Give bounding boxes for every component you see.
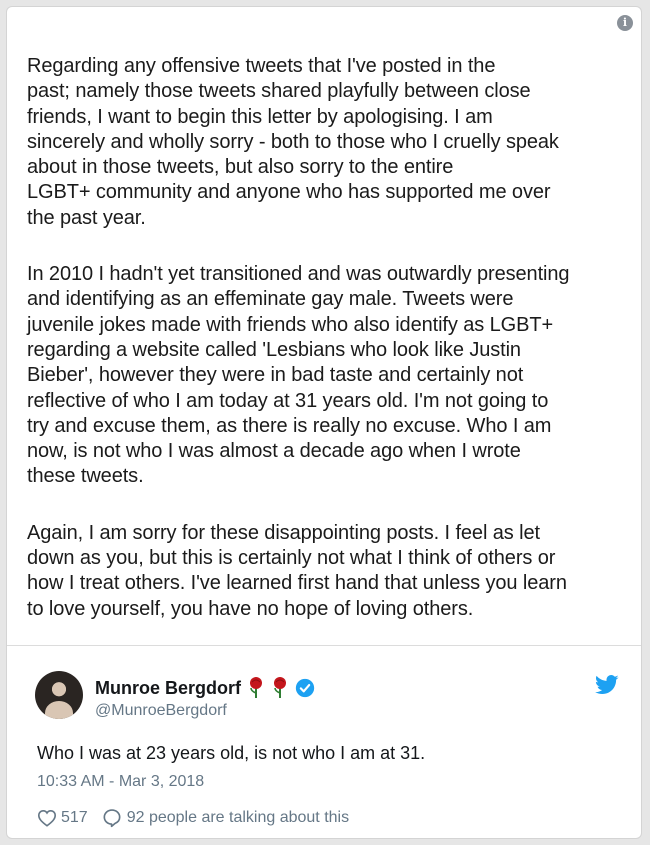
author-handle[interactable]: @MunroeBergdorf	[95, 702, 227, 719]
tweet-actions	[37, 808, 349, 828]
like-count: 517	[61, 809, 88, 826]
avatar[interactable]	[35, 671, 83, 719]
letter-paragraph-2: In 2010 I hadn't yet transitioned and was outwardly presenting and identifying as an effeminate gay male. Tweets were juvenile jokes made with friends who also identify as LGBT+ regarding a website called 'Lesbians who look like Justin Bieber', however they were in bad taste and certainly not reflective of who I am today at 31 years old. I'm not going to try and excuse them, as there is really no excuse. Who I am now, is not who I was almost a decade ago when I wrote these tweets.	[27, 263, 570, 488]
letter-paragraph-3: Again, I am sorry for these disappointing posts. I feel as let down as you, but this is certainly not what I think of others or how I treat others. I've learned first hand that unless you learn to love yourself, you have no hope of loving others.	[27, 521, 567, 620]
rose-icon	[247, 677, 265, 699]
divider	[7, 645, 641, 646]
speech-bubble-icon[interactable]	[102, 808, 122, 828]
rose-icon	[271, 677, 289, 699]
display-name[interactable]: Munroe Bergdorf	[95, 677, 241, 698]
apology-letter-image	[27, 54, 627, 653]
tweet-card	[6, 6, 642, 839]
conversation-link[interactable]: 92 people are talking about this	[126, 809, 350, 826]
letter-paragraph-1: Regarding any offensive tweets that I've posted in the past; namely those tweets shared playfully between close friends, I want to begin this letter by apologising. I am sincerely and wholly sorry - both to those who I cruelly speak about in those tweets, but also sorry to the entire LGBT+ community and anyone who has supported me over the past year.	[27, 55, 559, 229]
info-icon[interactable]: i	[617, 15, 633, 31]
tweet-text: Who I was at 23 years old, is not who I am at 31.	[37, 743, 426, 763]
tweet-timestamp[interactable]: 10:33 AM - Mar 3, 2018	[37, 773, 205, 790]
twitter-bird-icon[interactable]	[595, 675, 619, 695]
verified-badge-icon	[295, 678, 315, 698]
author-name-row	[95, 677, 315, 699]
heart-icon[interactable]	[37, 809, 57, 827]
